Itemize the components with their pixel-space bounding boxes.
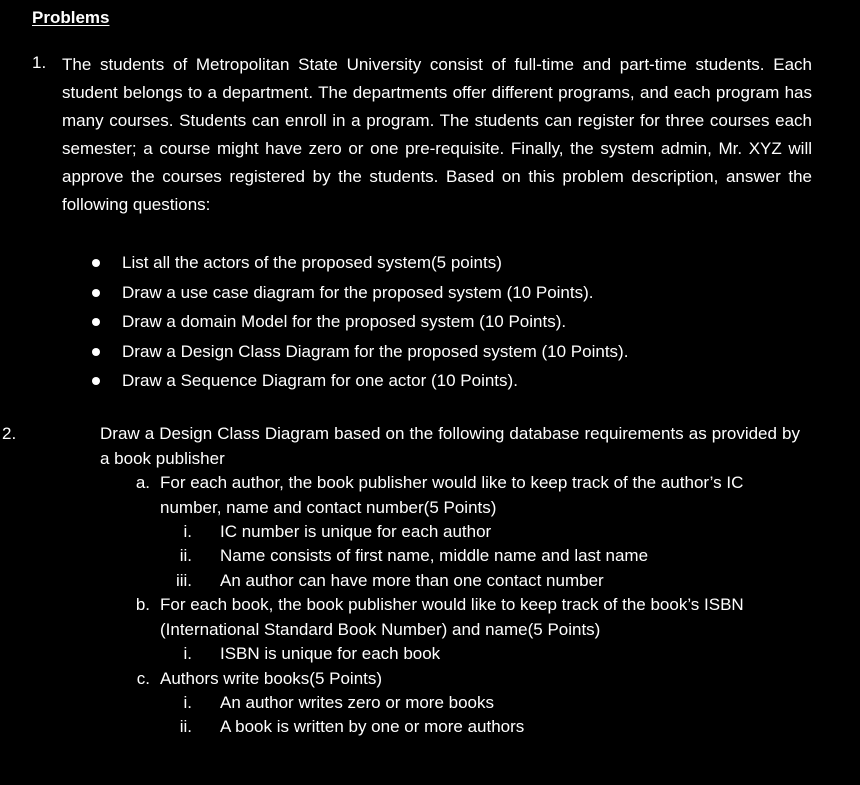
requirement-a-label: a. xyxy=(135,473,150,492)
requirement-a xyxy=(130,471,810,521)
item-text: Name consists of first name, middle name and last name xyxy=(220,546,649,565)
bullet-icon xyxy=(92,318,100,326)
requirement-b-line-1: For each book, the book publisher would like to keep track of the book’s ISBN xyxy=(160,595,744,614)
question-2-number: 2. xyxy=(2,424,17,443)
item-label: ii. xyxy=(179,717,192,736)
item-text: IC number is unique for each author xyxy=(220,522,492,541)
question-2-text: Draw a Design Class Diagram based on the following database requirements as provided by a book publisher xyxy=(100,424,800,468)
requirement-c xyxy=(130,667,810,692)
item-label: i. xyxy=(183,693,192,712)
task-text: Draw a Design Class Diagram for the proposed system (10 Points). xyxy=(122,341,629,361)
task-text: Draw a domain Model for the proposed system (10 Points). xyxy=(122,312,567,331)
requirement-b xyxy=(130,593,810,643)
requirement-a-line-2: number, name and contact number(5 Points) xyxy=(160,497,497,517)
question-1-text: The students of Metropolitan State University consist of full-time and part-time students. Each student belongs to a department. The departments offer different programs, and each program has many courses. Students can enroll in a program. The students can register for three courses each semester; a course might have zero or one pre-requisite. Finally, the system admin, Mr. XYZ will approve the courses registered by the students. Based on this problem description, answer the following questions: xyxy=(62,55,812,214)
bullet-icon xyxy=(92,259,100,267)
bullet-icon xyxy=(92,377,100,385)
requirement-c-label: c. xyxy=(136,669,150,688)
bullet-icon xyxy=(92,348,100,356)
question-1-task-list xyxy=(92,248,628,396)
item-label: ii. xyxy=(179,546,192,565)
requirement-b-label: b. xyxy=(135,595,150,614)
requirement-b-line-2: (International Standard Book Number) and name(5 Points) xyxy=(160,619,601,639)
item-label: i. xyxy=(183,522,192,541)
task-text: List all the actors of the proposed system(5 points) xyxy=(122,253,502,272)
bullet-icon xyxy=(92,289,100,297)
task-item xyxy=(92,307,628,337)
question-1-number: 1. xyxy=(32,53,47,72)
item-text: ISBN is unique for each book xyxy=(220,644,441,663)
task-text: Draw a Sequence Diagram for one actor (10 Points). xyxy=(122,371,518,390)
problems-heading: Problems xyxy=(32,8,110,27)
item-text: A book is written by one or more authors xyxy=(220,717,525,736)
task-text: Draw a use case diagram for the proposed system (10 Points). xyxy=(122,282,594,302)
task-item xyxy=(92,248,628,278)
item-text: An author can have more than one contact number xyxy=(220,571,604,590)
item-label: iii. xyxy=(175,571,192,590)
task-item xyxy=(92,366,628,396)
requirement-a-line-1: For each author, the book publisher would like to keep track of the author’s IC xyxy=(160,473,744,492)
task-item xyxy=(92,337,628,367)
item-text: An author writes zero or more books xyxy=(220,693,495,712)
item-label: i. xyxy=(183,644,192,663)
task-item xyxy=(92,278,628,308)
requirement-c-line-1: Authors write books(5 Points) xyxy=(160,669,383,688)
